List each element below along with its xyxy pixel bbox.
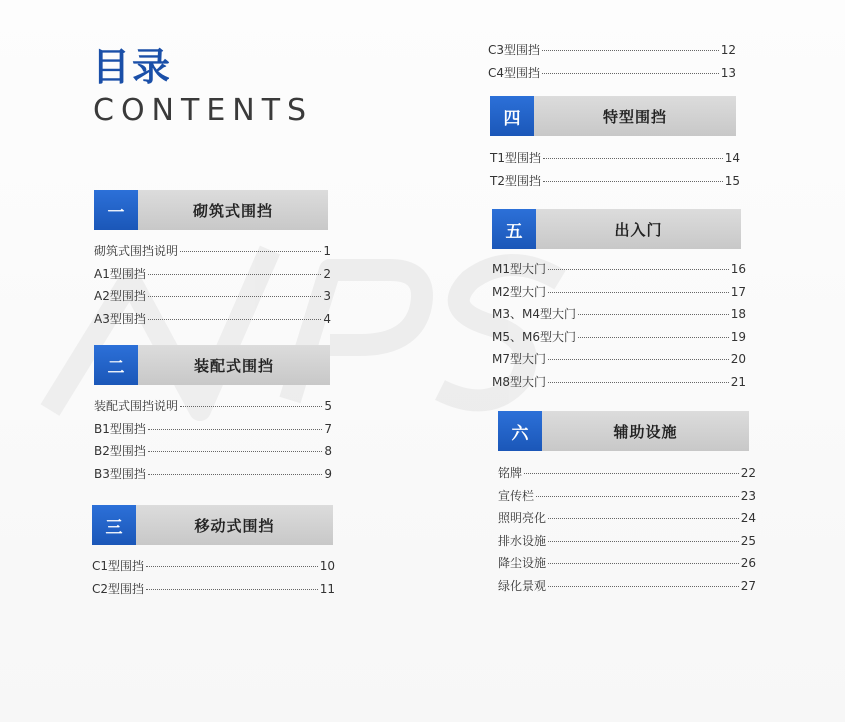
toc-entry[interactable] [490,172,740,195]
toc-entry[interactable] [498,487,756,510]
toc-entry[interactable] [492,305,746,328]
toc-entry-page: 17 [730,284,746,299]
toc-entry-page: 7 [324,421,332,436]
toc-entry[interactable] [498,532,756,555]
toc-entry-label: M3、M4型大门 [492,307,576,321]
dot-leader [548,541,739,542]
toc-entry-label: 排水设施 [498,533,547,548]
section-header-5 [492,209,741,249]
toc-entry-label: A2型围挡 [94,289,146,303]
section-number-badge: 三 [92,505,136,545]
toc-entry-label: C2型围挡 [92,581,145,596]
toc-entry-label: M8型大门 [492,374,546,389]
toc-entry[interactable] [94,265,331,288]
toc-list-3a [92,557,335,602]
toc-entry-label: B2型围挡 [94,444,146,458]
toc-entry[interactable] [492,328,746,351]
toc-entry-page: 14 [724,151,740,165]
toc-entry-label: C3型围挡 [488,43,541,57]
dot-leader [548,269,729,270]
dot-leader [548,292,729,293]
toc-entry[interactable] [488,64,736,87]
toc-entry-page: 16 [730,262,746,276]
dot-leader [180,406,322,407]
toc-list-3b [488,41,736,86]
toc-entry-label: 铭牌 [498,466,523,480]
dot-leader [536,496,739,497]
section-title: 移动式围挡 [136,505,333,545]
toc-list-5 [492,260,746,395]
toc-entry-label: M2型大门 [492,284,546,299]
toc-entry-label: T1型围挡 [490,151,541,165]
dot-leader [148,451,322,452]
toc-entry-page: 4 [323,311,331,326]
toc-entry[interactable] [94,310,331,333]
section-number-badge: 六 [498,411,542,451]
toc-entry-page: 21 [730,374,746,389]
section-header-4 [490,96,736,136]
section-header-6 [498,411,749,451]
toc-entry[interactable] [492,260,746,283]
dot-leader [543,158,723,159]
toc-list-4 [490,149,740,194]
dot-leader [548,586,739,587]
toc-entry-label: 降尘设施 [498,556,547,570]
toc-entry-page: 25 [740,533,756,548]
toc-entry[interactable] [498,577,756,600]
toc-entry[interactable] [490,149,740,172]
toc-entry[interactable] [94,242,331,265]
toc-entry[interactable] [492,350,746,373]
section-header-1 [94,190,328,230]
toc-entry[interactable] [492,283,746,306]
section-title: 辅助设施 [542,411,749,451]
toc-entry-page: 24 [740,511,756,525]
toc-entry[interactable] [94,397,332,420]
toc-entry-label: M7型大门 [492,352,546,366]
toc-entry-page: 19 [730,329,746,344]
dot-leader [548,359,729,360]
toc-entry-page: 3 [323,289,331,303]
dot-leader [542,73,719,74]
toc-entry-page: 20 [730,352,746,366]
toc-entry-page: 2 [323,266,331,281]
toc-entry-page: 22 [740,466,756,480]
toc-entry[interactable] [498,554,756,577]
toc-entry-label: C1型围挡 [92,559,145,573]
page-title-en: CONTENTS [93,93,314,128]
toc-entry-label: B1型围挡 [94,421,146,436]
toc-entry[interactable] [92,557,335,580]
toc-entry[interactable] [94,442,332,465]
toc-entry-label: A1型围挡 [94,266,146,281]
section-header-2 [94,345,330,385]
toc-list-6 [498,464,756,599]
section-title: 装配式围挡 [138,345,330,385]
section-title: 砌筑式围挡 [138,190,328,230]
toc-entry-label: M1型大门 [492,262,546,276]
toc-entry-page: 5 [324,399,332,413]
toc-entry-label: 宣传栏 [498,488,535,503]
dot-leader [180,251,321,252]
toc-entry[interactable] [94,420,332,443]
dot-leader [148,474,322,475]
dot-leader [578,337,729,338]
section-title: 出入门 [536,209,741,249]
toc-entry-page: 10 [319,559,335,573]
dot-leader [146,566,318,567]
dot-leader [524,473,739,474]
toc-entry-label: C4型围挡 [488,65,541,80]
section-number-badge: 二 [94,345,138,385]
toc-entry-page: 12 [720,43,736,57]
toc-entry-page: 26 [740,556,756,570]
toc-entry-page: 9 [324,466,332,481]
toc-entry[interactable] [94,465,332,488]
dot-leader [542,50,719,51]
toc-entry-label: 照明亮化 [498,511,547,525]
page-title-cn: 目录 [92,45,173,89]
section-number-badge: 五 [492,209,536,249]
toc-entry-label: A3型围挡 [94,311,146,326]
toc-entry-page: 18 [730,307,746,321]
toc-entry-label: 绿化景观 [498,578,547,593]
dot-leader [543,181,723,182]
dot-leader [578,314,729,315]
section-number-badge: 四 [490,96,534,136]
toc-entry-page: 23 [740,488,756,503]
toc-entry-label: M5、M6型大门 [492,329,576,344]
toc-entry[interactable] [498,464,756,487]
toc-list-2 [94,397,332,487]
dot-leader [548,518,739,519]
toc-entry[interactable] [94,287,331,310]
toc-entry-label: B3型围挡 [94,466,146,481]
section-header-3 [92,505,333,545]
toc-entry-label: 装配式围挡说明 [94,399,179,413]
dot-leader [148,319,322,320]
toc-entry[interactable] [488,41,736,64]
toc-entry-label: 砌筑式围挡说明 [94,244,179,258]
dot-leader [148,429,322,430]
toc-entry-page: 27 [740,578,756,593]
toc-entry[interactable] [492,373,746,396]
dot-leader [146,589,318,590]
dot-leader [548,382,729,383]
toc-entry-label: T2型围挡 [490,173,541,188]
dot-leader [548,563,739,564]
toc-entry[interactable] [92,580,335,603]
toc-entry-page: 15 [724,173,740,188]
toc-entry-page: 1 [323,244,331,258]
toc-entry-page: 11 [319,581,335,596]
toc-entry-page: 13 [720,65,736,80]
toc-entry-page: 8 [324,444,332,458]
section-number-badge: 一 [94,190,138,230]
section-title: 特型围挡 [534,96,736,136]
dot-leader [148,274,322,275]
dot-leader [148,296,322,297]
toc-list-1 [94,242,331,332]
toc-entry[interactable] [498,509,756,532]
